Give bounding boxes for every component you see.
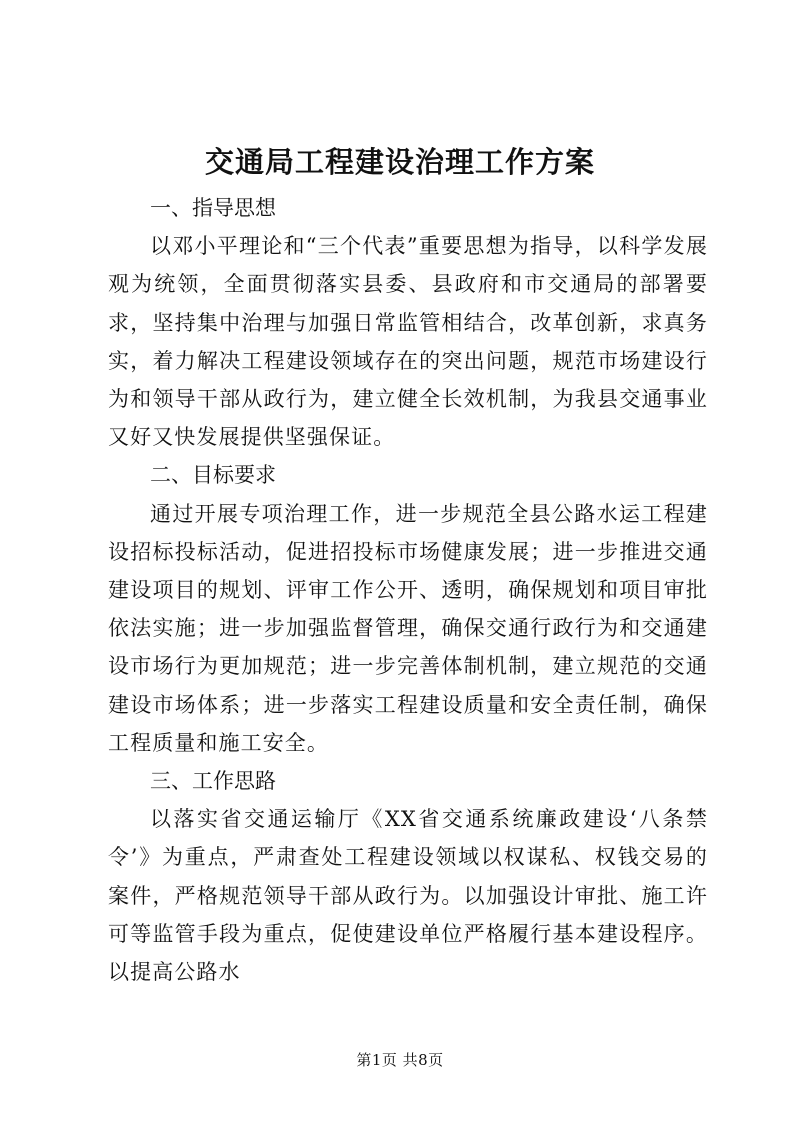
page-footer [0,1049,800,1070]
document-body [108,189,708,991]
section-heading-goals: 二、目标要求 [150,463,276,488]
document-title: 交通局工程建设治理工作方案 [204,145,595,179]
section-heading-guiding-ideology: 一、指导思想 [150,196,276,220]
section-paragraph-goals: 通过开展专项治理工作，进一步规范全县公路水运工程建设招标投标活动，促进招投标市场健康发展；进一步推进交通建设项目的规划、评审工作公开、透明，确保规划和项目审批依法实施；进一步加强监督管理，确保交通行政行为和交通建设市场行为更加规范；进一步完善体制机制，建立规范的交通建设市场体系；进一步落实工程建设质量和安全责任制，确保工程质量和施工安全。 [108,501,708,755]
page-number-indicator: 第1页 共8页 [356,1051,444,1069]
section-paragraph-guiding-ideology: 以邓小平理论和“三个代表”重要思想为指导，以科学发展观为统领，全面贯彻落实县委、县政府和市交通局的部署要求，坚持集中治理与加强日常监管相结合，改革创新，求真务实，着力解决工程建设领域存在的突出问题，规范市场建设行为和领导干部从政行为，建立健全长效机制，为我县交通事业又好又快发展提供坚强保证。 [108,234,708,450]
section-paragraph-work-approach: 以落实省交通运输厅《XX省交通系统廉政建设‘八条禁令’》为重点，严肃查处工程建设领域以权谋私、权钱交易的案件，严格规范领导干部从政行为。以加强设计审批、施工许可等监管手段为重点，促使建设单位严格履行基本建设程序。以提高公路水 [108,807,708,985]
section-heading-work-approach: 三、工作思路 [150,769,276,794]
